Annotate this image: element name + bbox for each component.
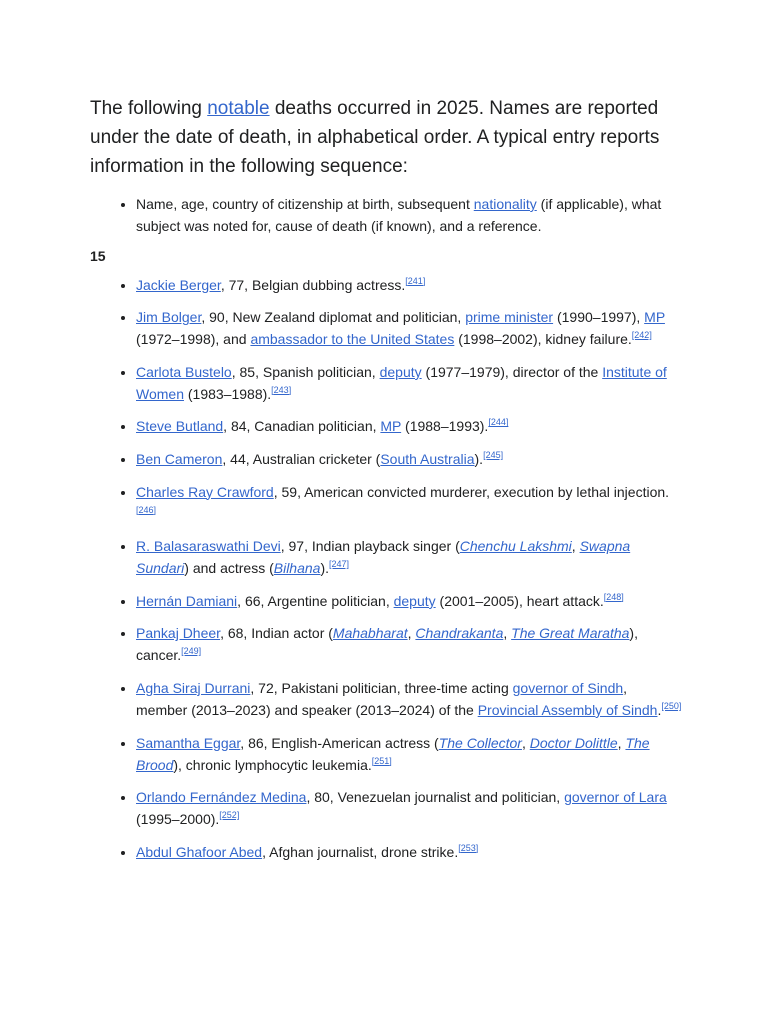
- entry-text: (1972–1998), and: [136, 331, 251, 348]
- entry-text: , 84, Canadian politician,: [223, 418, 381, 435]
- person-link[interactable]: Pankaj Dheer: [136, 625, 221, 642]
- deputy-link[interactable]: deputy: [379, 363, 422, 380]
- entry-text: (1977–1979), director of the: [421, 363, 603, 380]
- reference-link[interactable]: [246]: [136, 504, 157, 515]
- list-item: [136, 677, 682, 721]
- entry-text: ,: [521, 734, 530, 751]
- person-link[interactable]: Abdul Ghafoor Abed: [136, 843, 263, 860]
- reference-link[interactable]: [248]: [603, 591, 624, 602]
- prime-minister-link[interactable]: prime minister: [465, 309, 554, 326]
- person-link[interactable]: Orlando Fernández Medina: [136, 789, 307, 806]
- entry-text: , Afghan journalist, drone strike.: [262, 843, 459, 860]
- entry-text: , 85, Spanish politician,: [231, 363, 380, 380]
- list-item: [136, 481, 682, 525]
- entry-text: ).: [474, 450, 484, 467]
- entry-text: ,: [571, 538, 580, 555]
- entry-text: , 90, New Zealand diplomat and politician,: [201, 309, 466, 326]
- south-australia-link[interactable]: South Australia: [380, 450, 475, 467]
- entry-text: , member (2013–2023) and speaker (2013–2024) of the: [136, 679, 628, 718]
- entry-text: , 97, Indian playback singer (: [280, 538, 460, 555]
- entry-text: (1983–1988).: [183, 385, 272, 402]
- entry-text: , 44, Australian cricketer (: [222, 450, 381, 467]
- film-link[interactable]: Bilhana: [273, 560, 321, 577]
- provincial-assembly-link[interactable]: Provincial Assembly of Sindh: [477, 701, 658, 718]
- reference-link[interactable]: [249]: [181, 646, 202, 657]
- format-text: Name, age, country of citizenship at birth, subsequent: [136, 196, 474, 212]
- governor-of-sindh-link[interactable]: governor of Sindh: [512, 679, 624, 696]
- entry-text: , 72, Pakistani politician, three-time acting: [250, 679, 513, 696]
- list-item: [136, 590, 682, 612]
- nationality-link[interactable]: nationality: [473, 196, 537, 212]
- list-item: [136, 415, 682, 437]
- reference-link[interactable]: [251]: [371, 755, 392, 766]
- intro-text: The following: [90, 98, 208, 119]
- entry-text: (1995–2000).: [136, 811, 220, 828]
- institute-of-women-link[interactable]: Institute of Women: [136, 363, 667, 402]
- person-link[interactable]: Carlota Bustelo: [136, 363, 232, 380]
- list-item: [136, 622, 682, 666]
- reference-link[interactable]: [245]: [483, 449, 504, 460]
- person-link[interactable]: Samantha Eggar: [136, 734, 241, 751]
- entry-text: , 66, Argentine politician,: [237, 592, 394, 609]
- intro-paragraph: [90, 94, 682, 181]
- show-link[interactable]: Mahabharat: [332, 625, 408, 642]
- day-heading: 15: [90, 247, 106, 264]
- entry-text: , 59, American convicted murderer, execution by lethal injection.: [273, 483, 670, 500]
- reference-link[interactable]: [244]: [488, 417, 509, 428]
- film-link[interactable]: Chenchu Lakshmi: [459, 538, 572, 555]
- person-link[interactable]: Jackie Berger: [136, 276, 221, 293]
- film-link[interactable]: Doctor Dolittle: [529, 734, 618, 751]
- entry-text: (1990–1997),: [553, 309, 645, 326]
- list-item: [136, 306, 682, 350]
- reference-link[interactable]: [242]: [631, 330, 652, 341]
- list-item: [136, 535, 682, 579]
- person-link[interactable]: Steve Butland: [136, 418, 224, 435]
- format-item: [136, 193, 682, 237]
- entry-text: , 80, Venezuelan journalist and politician,: [306, 789, 565, 806]
- film-link[interactable]: The Collector: [438, 734, 522, 751]
- reference-link[interactable]: [243]: [271, 384, 292, 395]
- intro-text: deaths occurred in 2025. Names are reported under the date of death, in alphabetical order. A typical entry reports information in the following sequence:: [90, 98, 660, 177]
- person-link[interactable]: Charles Ray Crawford: [136, 483, 274, 500]
- entry-text: ,: [503, 625, 512, 642]
- entry-text: ,: [407, 625, 416, 642]
- list-item: [136, 361, 682, 405]
- deaths-list: [90, 274, 682, 863]
- entry-text: ) and actress (: [184, 560, 274, 577]
- entry-text: , 86, English-American actress (: [240, 734, 439, 751]
- list-item: [136, 732, 682, 776]
- list-item: [136, 786, 682, 830]
- entry-text: (1988–1993).: [401, 418, 489, 435]
- reference-link[interactable]: [250]: [661, 700, 682, 711]
- list-item: [136, 274, 682, 296]
- reference-link[interactable]: [247]: [329, 559, 350, 570]
- entry-text: ), cancer.: [136, 625, 638, 664]
- mp-link[interactable]: MP: [380, 418, 402, 435]
- person-link[interactable]: Hernán Damiani: [136, 592, 238, 609]
- ambassador-link[interactable]: ambassador to the United States: [250, 331, 455, 348]
- list-item: [136, 841, 682, 863]
- list-item: [136, 448, 682, 470]
- entry-text: ), chronic lymphocytic leukemia.: [173, 756, 372, 773]
- format-list: [90, 193, 682, 237]
- entry-text: .: [657, 701, 662, 718]
- entry-text: (2001–2005), heart attack.: [435, 592, 604, 609]
- film-link[interactable]: Swapna Sundari: [136, 538, 631, 577]
- entry-text: , 68, Indian actor (: [220, 625, 333, 642]
- entry-text: ).: [320, 560, 330, 577]
- person-link[interactable]: Agha Siraj Durrani: [136, 679, 251, 696]
- deputy-link[interactable]: deputy: [393, 592, 436, 609]
- entry-text: , 77, Belgian dubbing actress.: [220, 276, 406, 293]
- reference-link[interactable]: [252]: [219, 810, 240, 821]
- person-link[interactable]: Jim Bolger: [136, 309, 202, 326]
- film-link[interactable]: The Brood: [136, 734, 650, 773]
- entry-text: ,: [617, 734, 626, 751]
- entry-text: (1998–2002), kidney failure.: [454, 331, 632, 348]
- person-link[interactable]: R. Balasaraswathi Devi: [136, 538, 281, 555]
- person-link[interactable]: Ben Cameron: [136, 450, 223, 467]
- reference-link[interactable]: [241]: [405, 275, 426, 286]
- governor-of-lara-link[interactable]: governor of Lara: [564, 789, 667, 806]
- format-text: (if applicable), what subject was noted for, cause of death (if known), and a reference.: [136, 196, 662, 234]
- show-link[interactable]: The Great Maratha: [511, 625, 630, 642]
- notable-link[interactable]: notable: [207, 98, 270, 119]
- mp-link[interactable]: MP: [644, 309, 665, 326]
- show-link[interactable]: Chandrakanta: [415, 625, 504, 642]
- reference-link[interactable]: [253]: [458, 842, 479, 853]
